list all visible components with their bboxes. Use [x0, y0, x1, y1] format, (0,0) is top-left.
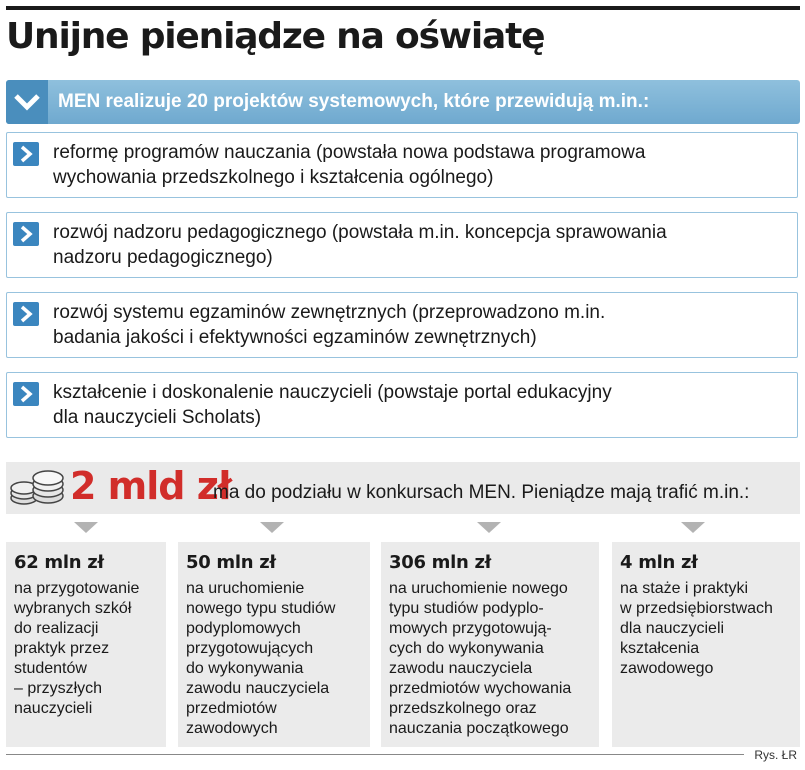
chevron-right-icon [13, 382, 39, 406]
allocation-line: podyplomowych [186, 620, 301, 637]
project-text [53, 300, 779, 350]
chevron-right-icon [13, 302, 39, 326]
coins-icon [8, 468, 68, 508]
allocation-line: do wykonywania [186, 660, 304, 677]
triangle-down-icon [74, 522, 98, 533]
allocation-line: nauczania początkowego [389, 720, 569, 737]
project-item [6, 132, 798, 198]
allocation-line: przedmiotów wychowania [389, 680, 572, 697]
project-text [53, 380, 779, 430]
project-line: rozwój systemu egzaminów zewnętrznych (przeprowadzono m.in. [53, 302, 606, 323]
allocation-line: zawodowych [186, 720, 278, 737]
chevron-right-icon [13, 222, 39, 246]
funding-amount: 2 mld zł [70, 464, 231, 508]
triangle-down-icon [260, 522, 284, 533]
triangle-down-icon [681, 522, 705, 533]
allocation-description [620, 579, 792, 679]
allocation-amount: 4 mln zł [620, 552, 698, 573]
allocation-line: kształcenia [620, 640, 700, 657]
chevron-down-icon [6, 80, 48, 124]
allocation-line: zawodu nauczyciela [389, 660, 533, 677]
allocation-amount: 50 mln zł [186, 552, 276, 573]
allocation-description [389, 579, 591, 739]
project-item [6, 212, 798, 278]
project-line: reformę programów nauczania (powstała nowa podstawa programowa [53, 142, 646, 163]
allocation-line: w przedsiębiorstwach [620, 600, 773, 617]
allocation-line: nowego typu studiów [186, 600, 336, 617]
allocation-card [612, 542, 800, 747]
allocation-amount: 306 mln zł [389, 552, 492, 573]
allocation-line: typu studiów podyplo- [389, 600, 544, 617]
allocation-card [381, 542, 599, 747]
allocation-line: dla nauczycieli [620, 620, 725, 637]
allocation-line: na staże i praktyki [620, 580, 749, 597]
allocation-card [178, 542, 370, 747]
allocation-description [186, 579, 362, 739]
allocation-amount: 62 mln zł [14, 552, 104, 573]
allocation-line: studentów [14, 660, 87, 677]
allocation-line: praktyk przez [14, 640, 110, 657]
allocation-line: mowych przygotowują- [389, 620, 552, 637]
allocation-line: – przyszłych [14, 680, 103, 697]
allocation-card [6, 542, 166, 747]
chevron-right-icon [13, 142, 39, 166]
project-text [53, 220, 779, 270]
projects-header [6, 80, 800, 124]
allocation-line: nauczycieli [14, 700, 93, 717]
allocation-line: wybranych szkół [14, 600, 132, 617]
allocation-line: na przygotowanie [14, 580, 140, 597]
top-rule [6, 6, 800, 10]
page-title: Unijne pieniądze na oświatę [6, 16, 545, 57]
funding-description: ma do podziału w konkursach MEN. Pieniądze mają trafić m.in.: [213, 482, 750, 503]
triangle-down-icon [477, 522, 501, 533]
project-line: rozwój nadzoru pedagogicznego (powstała m.in. koncepcja sprawowania [53, 222, 667, 243]
project-line: wychowania przedszkolnego i kształcenia ogólnego) [53, 167, 494, 188]
project-text [53, 140, 779, 190]
project-line: badania jakości i efektywności egzaminów zewnętrznych) [53, 327, 537, 348]
allocation-line: do realizacji [14, 620, 99, 637]
allocation-line: zawodu nauczyciela [186, 680, 330, 697]
allocation-line: przedmiotów [186, 700, 277, 717]
project-line: nadzoru pedagogicznego) [53, 247, 273, 268]
project-item [6, 292, 798, 358]
allocation-line: na uruchomienie nowego [389, 580, 568, 597]
project-line: kształcenie i doskonalenie nauczycieli (powstaje portal edukacyjny [53, 382, 612, 403]
allocation-line: cych do wykonywania [389, 640, 544, 657]
credit-label: Rys. ŁR [754, 748, 797, 762]
project-item [6, 372, 798, 438]
allocation-line: przedszkolnego oraz [389, 700, 537, 717]
project-line: dla nauczycieli Scholats) [53, 407, 262, 428]
bottom-rule [6, 754, 744, 755]
allocation-line: zawodowego [620, 660, 714, 677]
allocation-line: przygotowujących [186, 640, 314, 657]
allocation-line: na uruchomienie [186, 580, 305, 597]
projects-header-text: MEN realizuje 20 projektów systemowych, które przewidują m.in.: [58, 91, 650, 112]
allocation-description [14, 579, 158, 719]
